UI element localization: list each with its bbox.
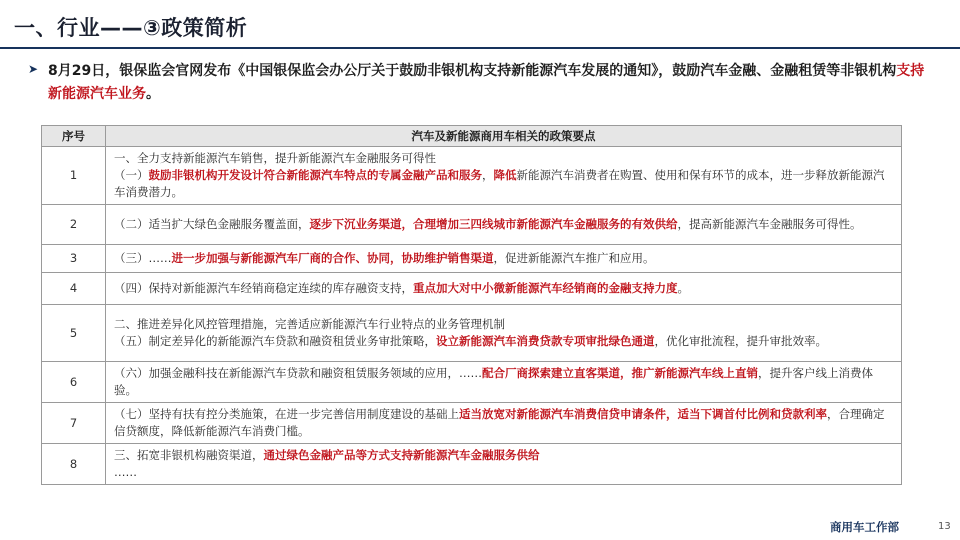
row-content (106, 444, 902, 485)
summary-end: 。 (146, 86, 160, 102)
row-text: ， (482, 168, 494, 182)
row-content (106, 245, 902, 273)
row-text: ，促进新能源汽车推广和应用。 (493, 251, 655, 265)
row-highlight: 鼓励非银机构开发设计符合新能源汽车特点的专属金融产品和服务 (148, 168, 482, 182)
row-highlight: 降低 (493, 168, 517, 182)
table-row (42, 305, 902, 362)
section-heading: 二、推进差异化风控管理措施，完善适应新能源汽车行业特点的业务管理机制 (114, 317, 505, 331)
summary-bullet (28, 60, 928, 106)
row-text: （一） (114, 168, 149, 182)
row-highlight: 重点加大对中小微新能源汽车经销商的金融支持力度 (413, 281, 678, 295)
row-ellipsis: …… (114, 465, 137, 479)
row-num: 7 (42, 403, 106, 444)
table-header-row (42, 126, 902, 147)
table-row (42, 273, 902, 305)
page-title: 一、行业——③政策简析 (14, 16, 248, 40)
row-text: 新能源汽车消费者在购置、使用和保有环节的成本，进一步释放新能源汽车消费潜力。 (114, 168, 885, 199)
table-row (42, 245, 902, 273)
row-text: ，合理确定信贷额度，降低新能源汽车消费门槛。 (114, 407, 885, 438)
row-num: 3 (42, 245, 106, 273)
row-num: 6 (42, 362, 106, 403)
section-heading: 一、全力支持新能源汽车销售，提升新能源汽车金融服务可得性 (114, 151, 436, 165)
row-num: 8 (42, 444, 106, 485)
footer-department: 商用车工作部 (830, 520, 899, 534)
row-text: （二）适当扩大绿色金融服务覆盖面， (114, 217, 310, 231)
header-content: 汽车及新能源商用车相关的政策要点 (106, 126, 902, 147)
row-highlight: 配合厂商探索建立直客渠道，推广新能源汽车线上直销 (482, 366, 758, 380)
summary-highlight: 支持新能源汽车业务 (48, 63, 925, 102)
summary-part: 8月29日，银保监会官网发布《中国银保监会办公厅关于鼓励非银机构支持新能源汽车发展的通知》，鼓励汽车金融、金融租赁等非银机构 (48, 63, 897, 79)
row-num: 1 (42, 147, 106, 205)
row-content (106, 205, 902, 245)
row-text: 。 (677, 281, 689, 295)
row-text: （六）加强金融科技在新能源汽车贷款和融资租赁服务领域的应用，…… (114, 366, 482, 380)
row-content (106, 362, 902, 403)
row-highlight: 进一步加强与新能源汽车厂商的合作、协同，协助维护销售渠道 (171, 251, 494, 265)
row-content (106, 403, 902, 444)
row-num: 2 (42, 205, 106, 245)
row-highlight: 逐步下沉业务渠道，合理增加三四线城市新能源汽车金融服务的有效供给 (309, 217, 678, 231)
table-row (42, 444, 902, 485)
row-num: 5 (42, 305, 106, 362)
row-text: （三）…… (114, 251, 172, 265)
row-content (106, 147, 902, 205)
triangle-bullet-icon: ➤ (28, 62, 39, 76)
row-content (106, 273, 902, 305)
row-text: 三、拓宽非银机构融资渠道， (114, 448, 264, 462)
row-num: 4 (42, 273, 106, 305)
row-text: ，优化审批流程，提升审批效率。 (654, 334, 827, 348)
row-text: （七）坚持有扶有控分类施策，在进一步完善信用制度建设的基础上 (114, 407, 459, 421)
row-highlight: 适当放宽对新能源汽车消费信贷申请条件，适当下调首付比例和贷款利率 (459, 407, 827, 421)
row-text: ，提升客户线上消费体验。 (114, 366, 873, 397)
summary-text (48, 60, 928, 106)
policy-table (41, 125, 902, 485)
table-row (42, 205, 902, 245)
row-text: （四）保持对新能源汽车经销商稳定连续的库存融资支持， (114, 281, 413, 295)
table-row (42, 147, 902, 205)
row-content (106, 305, 902, 362)
page-number: 13 (938, 521, 951, 532)
header-num: 序号 (42, 126, 106, 147)
table-row (42, 362, 902, 403)
row-highlight: 通过绿色金融产品等方式支持新能源汽车金融服务供给 (263, 448, 540, 462)
row-highlight: 设立新能源汽车消费贷款专项审批绿色通道 (436, 334, 655, 348)
row-text: （五）制定差异化的新能源汽车贷款和融资租赁业务审批策略， (114, 334, 436, 348)
table-row (42, 403, 902, 444)
row-text: ，提高新能源汽车金融服务可得性。 (677, 217, 862, 231)
title-divider (0, 47, 960, 49)
